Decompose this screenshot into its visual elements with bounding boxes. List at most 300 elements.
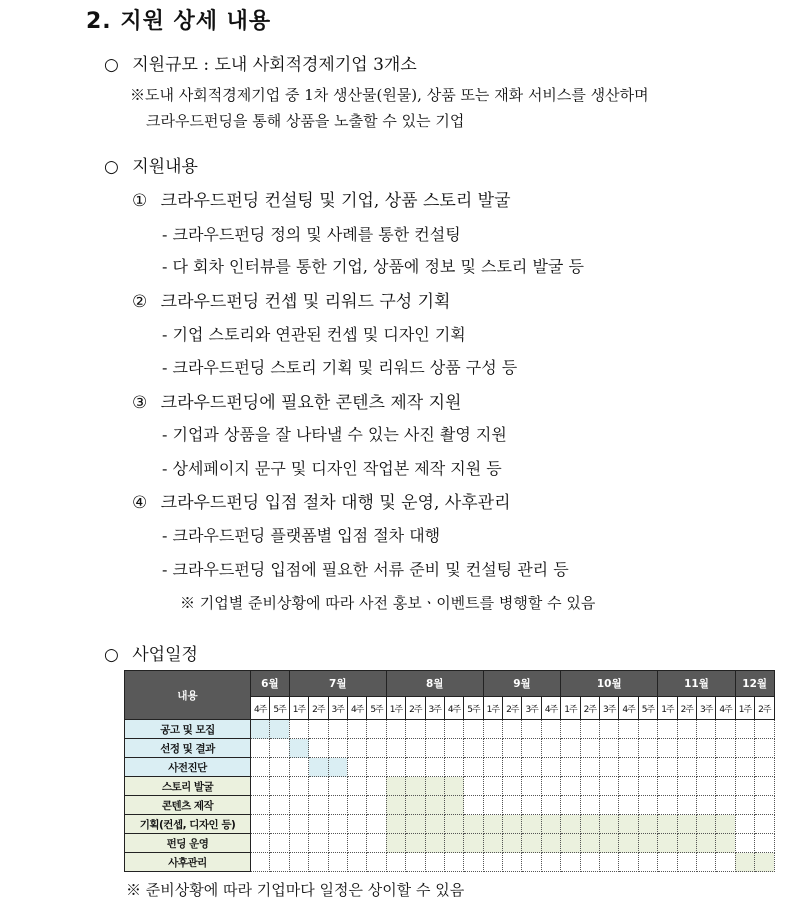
schedule-cell — [503, 758, 522, 777]
schedule-cell — [619, 796, 638, 815]
schedule-cell — [561, 720, 580, 739]
schedule-cell-active — [677, 815, 696, 834]
schedule-cell — [251, 777, 270, 796]
scale-item — [104, 50, 417, 75]
schedule-cell — [638, 777, 657, 796]
schedule-cell — [677, 796, 696, 815]
schedule-cell — [347, 758, 366, 777]
item-1-sub-2: - 다 회차 인터뷰를 통한 기업, 상품에 정보 및 스토리 발굴 등 — [162, 257, 584, 276]
schedule-cell — [735, 815, 754, 834]
week-header: 3주 — [425, 697, 444, 720]
schedule-cell — [522, 739, 541, 758]
schedule-cell — [251, 853, 270, 872]
schedule-cell — [270, 739, 289, 758]
month-header: 9월 — [483, 671, 561, 697]
week-header: 1주 — [561, 697, 580, 720]
schedule-cell — [658, 777, 677, 796]
schedule-cell — [367, 834, 386, 853]
schedule-cell — [600, 777, 619, 796]
content-item-4 — [132, 488, 511, 513]
schedule-cell-active — [251, 720, 270, 739]
scale-label: 지원규모 : 도내 사회적경제기업 3개소 — [132, 55, 417, 75]
schedule-cell — [755, 815, 774, 834]
schedule-cell-active — [406, 796, 425, 815]
schedule-cell — [464, 777, 483, 796]
schedule-cell — [735, 739, 754, 758]
schedule-cell — [561, 796, 580, 815]
schedule-cell — [600, 720, 619, 739]
schedule-cell — [328, 853, 347, 872]
schedule-row — [125, 758, 775, 777]
week-header: 2주 — [677, 697, 696, 720]
schedule-cell-active — [328, 758, 347, 777]
schedule-cell — [580, 758, 599, 777]
week-header: 1주 — [735, 697, 754, 720]
schedule-row-label: 펀딩 운영 — [125, 834, 251, 853]
schedule-cell — [328, 777, 347, 796]
week-header: 2주 — [580, 697, 599, 720]
schedule-cell — [755, 739, 774, 758]
schedule-heading — [104, 640, 198, 665]
schedule-cell — [619, 758, 638, 777]
schedule-cell — [600, 853, 619, 872]
schedule-cell-active — [677, 834, 696, 853]
schedule-cell — [619, 777, 638, 796]
content-item-3 — [132, 388, 461, 413]
schedule-cell — [464, 720, 483, 739]
item-1-sub-1: - 크라우드펀딩 정의 및 사례를 통한 컨설팅 — [162, 225, 461, 244]
schedule-cell — [483, 720, 502, 739]
schedule-cell — [289, 853, 308, 872]
schedule-cell-active — [386, 796, 405, 815]
schedule-cell — [735, 758, 754, 777]
item-2-sub-1: - 기업 스토리와 연관된 컨셉 및 디자인 기획 — [162, 325, 466, 344]
item-number: ② — [132, 292, 148, 312]
week-header: 4주 — [619, 697, 638, 720]
schedule-row-label: 공고 및 모집 — [125, 720, 251, 739]
schedule-cell — [367, 739, 386, 758]
schedule-label: 사업일정 — [132, 645, 198, 665]
schedule-cell — [677, 720, 696, 739]
schedule-cell — [716, 720, 735, 739]
schedule-row-label: 선정 및 결과 — [125, 739, 251, 758]
schedule-cell — [309, 739, 328, 758]
schedule-cell — [638, 853, 657, 872]
item-4-sub-1: - 크라우드펀딩 플랫폼별 입점 절차 대행 — [162, 526, 441, 545]
month-header: 10월 — [561, 671, 658, 697]
schedule-cell — [444, 739, 463, 758]
schedule-cell — [425, 720, 444, 739]
schedule-cell — [444, 720, 463, 739]
schedule-cell — [658, 739, 677, 758]
schedule-cell — [619, 739, 638, 758]
circle-bullet-icon: ○ — [104, 645, 119, 665]
schedule-cell — [251, 815, 270, 834]
schedule-cell — [464, 739, 483, 758]
month-header: 12월 — [735, 671, 774, 697]
schedule-cell — [503, 796, 522, 815]
schedule-cell — [503, 777, 522, 796]
schedule-cell-active — [386, 777, 405, 796]
week-header: 4주 — [347, 697, 366, 720]
week-header: 2주 — [755, 697, 774, 720]
schedule-cell-active — [406, 777, 425, 796]
schedule-cell-active — [289, 739, 308, 758]
schedule-cell — [328, 796, 347, 815]
schedule-cell — [347, 853, 366, 872]
schedule-cell — [658, 853, 677, 872]
content-item-1 — [132, 186, 511, 211]
week-header: 5주 — [367, 697, 386, 720]
schedule-cell — [464, 796, 483, 815]
schedule-cell — [541, 758, 560, 777]
item-title: 크라우드펀딩 컨셉 및 리워드 구성 기획 — [160, 292, 451, 312]
schedule-cell — [289, 815, 308, 834]
schedule-cell — [716, 796, 735, 815]
item-3-sub-2: - 상세페이지 문구 및 디자인 작업본 제작 지원 등 — [162, 459, 502, 478]
schedule-cell — [270, 853, 289, 872]
schedule-cell — [561, 853, 580, 872]
schedule-cell — [503, 853, 522, 872]
schedule-cell — [425, 758, 444, 777]
schedule-cell — [425, 739, 444, 758]
schedule-cell — [367, 758, 386, 777]
circle-bullet-icon: ○ — [104, 157, 119, 177]
schedule-cell-active — [561, 834, 580, 853]
schedule-cell — [464, 758, 483, 777]
schedule-cell — [406, 720, 425, 739]
schedule-cell — [386, 739, 405, 758]
schedule-cell — [716, 777, 735, 796]
schedule-cell — [289, 777, 308, 796]
schedule-cell-active — [444, 815, 463, 834]
month-header: 8월 — [386, 671, 483, 697]
week-header: 1주 — [658, 697, 677, 720]
schedule-cell-active — [503, 834, 522, 853]
item-number: ④ — [132, 493, 148, 513]
schedule-cell — [406, 739, 425, 758]
schedule-cell — [270, 815, 289, 834]
schedule-cell-active — [696, 815, 715, 834]
schedule-row — [125, 796, 775, 815]
schedule-cell — [367, 796, 386, 815]
item-number: ① — [132, 191, 148, 211]
schedule-cell-active — [600, 815, 619, 834]
schedule-cell — [658, 796, 677, 815]
schedule-cell-active — [755, 853, 774, 872]
week-header: 2주 — [503, 697, 522, 720]
schedule-cell — [464, 853, 483, 872]
schedule-cell — [716, 739, 735, 758]
schedule-cell — [483, 777, 502, 796]
week-header: 3주 — [696, 697, 715, 720]
schedule-cell-active — [386, 815, 405, 834]
schedule-cell — [328, 739, 347, 758]
week-header: 1주 — [386, 697, 405, 720]
schedule-row — [125, 739, 775, 758]
schedule-cell — [580, 796, 599, 815]
scale-note-line1: ※도내 사회적경제기업 중 1차 생산물(원물), 상품 또는 재화 서비스를 생산하며 — [130, 86, 649, 104]
schedule-cell — [251, 739, 270, 758]
schedule-cell-active — [309, 758, 328, 777]
schedule-cell-active — [619, 834, 638, 853]
schedule-cell — [347, 834, 366, 853]
schedule-cell — [716, 853, 735, 872]
schedule-cell — [658, 758, 677, 777]
week-header: 4주 — [444, 697, 463, 720]
schedule-cell-active — [541, 815, 560, 834]
schedule-cell — [483, 796, 502, 815]
schedule-cell — [541, 739, 560, 758]
schedule-cell-active — [444, 777, 463, 796]
schedule-cell-active — [425, 796, 444, 815]
schedule-cell — [755, 720, 774, 739]
schedule-cell — [347, 720, 366, 739]
schedule-cell-active — [425, 815, 444, 834]
schedule-row — [125, 720, 775, 739]
schedule-cell — [755, 777, 774, 796]
schedule-row-label: 스토리 발굴 — [125, 777, 251, 796]
schedule-cell — [580, 739, 599, 758]
schedule-cell — [735, 796, 754, 815]
schedule-cell-active — [580, 815, 599, 834]
schedule-cell-active — [503, 815, 522, 834]
schedule-cell-active — [696, 834, 715, 853]
schedule-cell-active — [561, 815, 580, 834]
schedule-cell — [367, 777, 386, 796]
schedule-cell-active — [716, 815, 735, 834]
schedule-row-label: 사전진단 — [125, 758, 251, 777]
schedule-header-label: 내용 — [125, 671, 251, 720]
schedule-cell — [600, 796, 619, 815]
schedule-cell — [251, 758, 270, 777]
schedule-cell-active — [600, 834, 619, 853]
month-header: 6월 — [251, 671, 290, 697]
week-header: 5주 — [638, 697, 657, 720]
schedule-cell-active — [425, 834, 444, 853]
schedule-cell-active — [658, 815, 677, 834]
schedule-cell — [580, 777, 599, 796]
schedule-cell — [755, 758, 774, 777]
schedule-row — [125, 815, 775, 834]
schedule-cell — [658, 720, 677, 739]
schedule-cell-active — [483, 834, 502, 853]
schedule-cell — [638, 758, 657, 777]
schedule-cell-active — [716, 834, 735, 853]
schedule-cell — [347, 815, 366, 834]
content-item-2 — [132, 287, 450, 312]
schedule-cell — [755, 834, 774, 853]
schedule-cell — [289, 758, 308, 777]
schedule-cell — [600, 739, 619, 758]
week-header: 3주 — [600, 697, 619, 720]
schedule-cell — [386, 758, 405, 777]
schedule-cell-active — [270, 720, 289, 739]
schedule-cell — [677, 853, 696, 872]
schedule-cell — [328, 815, 347, 834]
schedule-row — [125, 834, 775, 853]
item-2-sub-2: - 크라우드펀딩 스토리 기획 및 리워드 상품 구성 등 — [162, 358, 518, 377]
schedule-cell — [309, 834, 328, 853]
schedule-cell — [522, 758, 541, 777]
schedule-cell — [444, 853, 463, 872]
schedule-cell — [309, 815, 328, 834]
schedule-cell — [328, 720, 347, 739]
week-header: 4주 — [716, 697, 735, 720]
schedule-cell — [696, 758, 715, 777]
schedule-cell — [406, 758, 425, 777]
schedule-cell-active — [464, 815, 483, 834]
schedule-cell — [347, 777, 366, 796]
schedule-cell-active — [580, 834, 599, 853]
schedule-cell-active — [638, 815, 657, 834]
schedule-cell — [386, 853, 405, 872]
week-header: 5주 — [270, 697, 289, 720]
schedule-cell — [367, 815, 386, 834]
schedule-cell — [638, 739, 657, 758]
schedule-cell — [561, 758, 580, 777]
schedule-cell — [309, 720, 328, 739]
schedule-cell — [251, 834, 270, 853]
schedule-cell — [696, 720, 715, 739]
schedule-cell — [580, 720, 599, 739]
item-number: ③ — [132, 393, 148, 413]
schedule-cell — [677, 777, 696, 796]
schedule-cell — [270, 758, 289, 777]
schedule-cell — [483, 853, 502, 872]
week-header: 4주 — [541, 697, 560, 720]
schedule-cell — [522, 777, 541, 796]
section-title: 2. 지원 상세 내용 — [86, 9, 272, 34]
schedule-cell — [677, 758, 696, 777]
schedule-cell — [483, 758, 502, 777]
schedule-cell — [522, 853, 541, 872]
week-header: 3주 — [522, 697, 541, 720]
schedule-cell-active — [541, 834, 560, 853]
schedule-cell-active — [658, 834, 677, 853]
schedule-cell — [367, 720, 386, 739]
schedule-cell — [522, 720, 541, 739]
item-3-sub-1: - 기업과 상품을 잘 나타낼 수 있는 사진 촬영 지원 — [162, 425, 507, 444]
schedule-cell — [580, 853, 599, 872]
schedule-cell — [716, 758, 735, 777]
schedule-cell — [406, 853, 425, 872]
schedule-table — [124, 670, 775, 872]
schedule-note: ※ 준비상황에 따라 기업마다 일정은 상이할 수 있음 — [126, 881, 465, 899]
schedule-cell — [347, 739, 366, 758]
schedule-cell — [696, 777, 715, 796]
schedule-row-label: 사후관리 — [125, 853, 251, 872]
week-header: 2주 — [406, 697, 425, 720]
content-note: ※ 기업별 준비상황에 따라 사전 홍보ㆍ이벤트를 병행할 수 있음 — [180, 594, 596, 612]
schedule-cell-active — [483, 815, 502, 834]
schedule-cell — [309, 777, 328, 796]
schedule-cell — [541, 720, 560, 739]
schedule-cell — [347, 796, 366, 815]
schedule-cell-active — [406, 834, 425, 853]
schedule-cell — [367, 853, 386, 872]
schedule-cell — [541, 777, 560, 796]
week-header: 1주 — [289, 697, 308, 720]
schedule-cell — [270, 834, 289, 853]
schedule-cell — [270, 796, 289, 815]
schedule-cell — [270, 777, 289, 796]
schedule-row — [125, 777, 775, 796]
schedule-cell-active — [386, 834, 405, 853]
week-header: 5주 — [464, 697, 483, 720]
week-header: 3주 — [328, 697, 347, 720]
circle-bullet-icon: ○ — [104, 55, 119, 75]
schedule-cell — [483, 739, 502, 758]
week-header: 4주 — [251, 697, 270, 720]
schedule-cell — [735, 777, 754, 796]
content-label: 지원내용 — [132, 157, 198, 177]
schedule-cell — [541, 853, 560, 872]
schedule-cell — [425, 853, 444, 872]
schedule-cell-active — [638, 834, 657, 853]
scale-note-line2: 크라우드펀딩을 통해 상품을 노출할 수 있는 기업 — [146, 112, 465, 130]
schedule-cell — [444, 758, 463, 777]
schedule-cell — [328, 834, 347, 853]
item-4-sub-2: - 크라우드펀딩 입점에 필요한 서류 준비 및 컨설팅 관리 등 — [162, 560, 569, 579]
schedule-cell-active — [735, 853, 754, 872]
schedule-cell — [696, 739, 715, 758]
item-title: 크라우드펀딩에 필요한 콘텐츠 제작 지원 — [160, 393, 462, 413]
schedule-cell-active — [522, 834, 541, 853]
schedule-cell — [696, 853, 715, 872]
schedule-cell-active — [444, 834, 463, 853]
schedule-cell — [503, 739, 522, 758]
item-title: 크라우드펀딩 컨설팅 및 기업, 상품 스토리 발굴 — [160, 191, 511, 211]
schedule-cell — [289, 720, 308, 739]
schedule-cell — [735, 834, 754, 853]
schedule-cell — [619, 853, 638, 872]
schedule-cell-active — [619, 815, 638, 834]
schedule-cell — [309, 853, 328, 872]
week-header: 2주 — [309, 697, 328, 720]
schedule-cell — [619, 720, 638, 739]
schedule-row-label: 콘텐츠 제작 — [125, 796, 251, 815]
schedule-cell — [755, 796, 774, 815]
schedule-row-label: 기획(컨셉, 디자인 등) — [125, 815, 251, 834]
schedule-cell-active — [406, 815, 425, 834]
item-title: 크라우드펀딩 입점 절차 대행 및 운영, 사후관리 — [160, 493, 511, 513]
schedule-cell — [696, 796, 715, 815]
content-heading — [104, 152, 198, 177]
schedule-cell — [251, 796, 270, 815]
schedule-cell — [309, 796, 328, 815]
schedule-cell-active — [522, 815, 541, 834]
schedule-cell — [503, 720, 522, 739]
month-header: 7월 — [289, 671, 386, 697]
schedule-cell-active — [425, 777, 444, 796]
schedule-cell — [289, 796, 308, 815]
schedule-cell — [638, 720, 657, 739]
schedule-cell — [600, 758, 619, 777]
schedule-row — [125, 853, 775, 872]
schedule-cell-active — [464, 834, 483, 853]
schedule-cell — [522, 796, 541, 815]
week-header: 1주 — [483, 697, 502, 720]
schedule-cell — [638, 796, 657, 815]
schedule-cell — [677, 739, 696, 758]
schedule-cell — [561, 739, 580, 758]
schedule-cell — [561, 777, 580, 796]
schedule-cell — [386, 720, 405, 739]
schedule-cell — [541, 796, 560, 815]
schedule-cell — [289, 834, 308, 853]
schedule-cell — [735, 720, 754, 739]
